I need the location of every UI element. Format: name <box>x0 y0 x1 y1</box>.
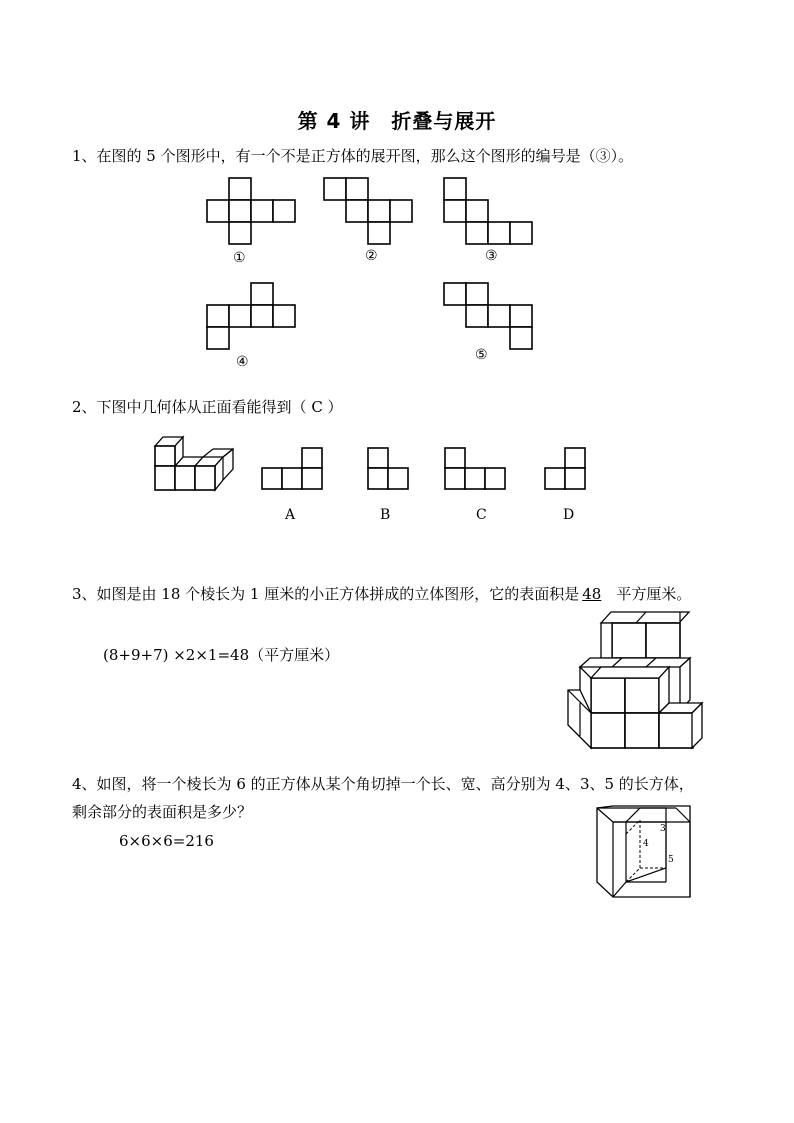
q3-answer-blank: 48 <box>582 585 602 603</box>
net-label-4: ④ <box>236 354 249 370</box>
page-title: 第 4 讲 折叠与展开 <box>297 109 497 133</box>
question-2-text: 2、下图中几何体从正面看能得到（ C ） <box>72 398 343 416</box>
q2-option-d: D <box>563 507 575 523</box>
net-label-5: ⑤ <box>475 347 488 363</box>
q4-solution: 6×6×6=216 <box>119 832 214 850</box>
question-4-line-2: 剩余部分的表面积是多少？ <box>72 803 253 821</box>
q3-solution: (8+9+7) ×2×1=48（平方厘米） <box>103 646 340 664</box>
q4-dim-3: 3 <box>660 824 666 834</box>
net-label-2: ② <box>365 248 378 264</box>
q4-dim-4: 4 <box>643 839 649 849</box>
q2-option-a: A <box>285 507 296 523</box>
q3-text-after: 平方厘米。 <box>616 585 692 603</box>
q3-text-before: 3、如图是由 18 个棱长为 1 厘米的小正方体拼成的立体图形，它的表面积是 <box>72 585 580 603</box>
net-label-3: ③ <box>485 248 498 264</box>
net-label-1: ① <box>233 250 246 266</box>
question-4-line-1: 4、如图，将一个棱长为 6 的正方体从某个角切掉一个长、宽、高分别为 4、3、5 的长方体， <box>72 775 694 793</box>
question-1-text: 1、在图的 5 个图形中，有一个不是正方体的展开图，那么这个图形的编号是（③）。 <box>72 147 634 165</box>
q4-dim-5: 5 <box>668 855 674 865</box>
q2-option-c: C <box>476 507 487 523</box>
q2-option-b: B <box>380 507 391 523</box>
